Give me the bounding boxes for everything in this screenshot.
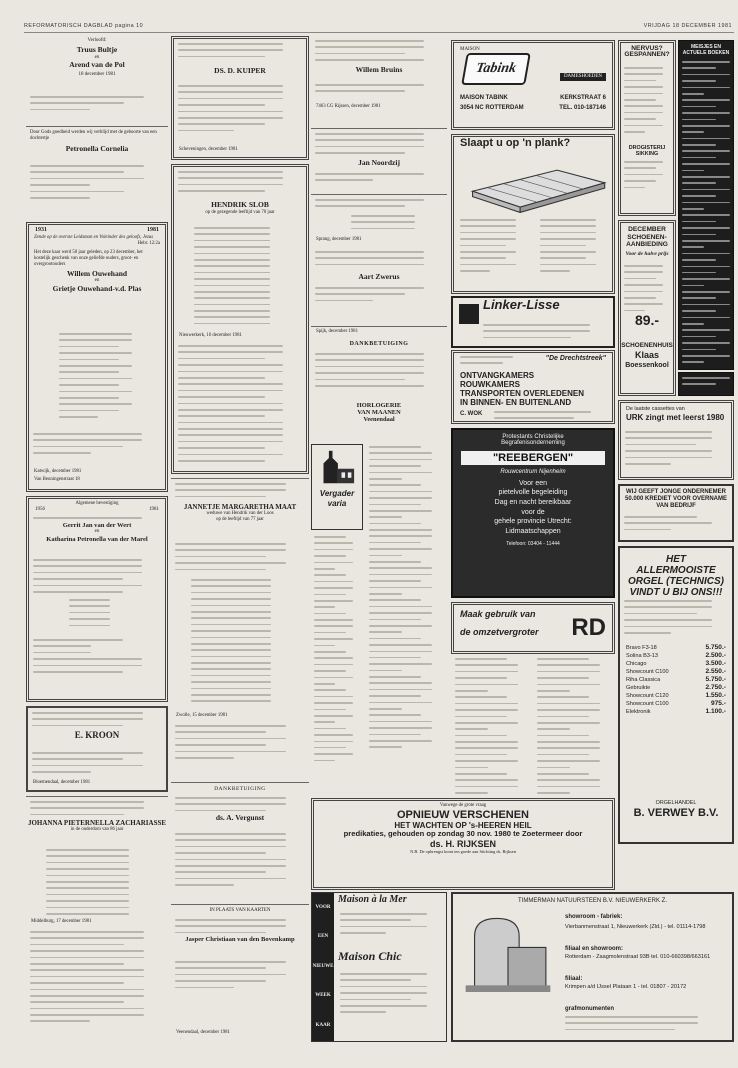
ad-vrede-krediet [618,484,734,542]
drechtstreek-line2: ROUWKAMERS [460,380,520,389]
ad-bruins [311,36,447,126]
mattress-illustration [462,159,610,213]
ad-urk-cassettes [618,400,734,480]
kroon-place: Bloemendaal, december 1981 [33,779,91,785]
drechtstreek-brand: "De Drechtstreek" [545,355,606,362]
jubilee-year-end: 1981 [149,507,159,513]
zwerus-name: Aart Zwerus [358,272,400,281]
opnieuw-kicker: Vanwege de grote vraag [439,803,487,808]
orgel-price-name: Showcount C100 [626,669,669,675]
reebergen-logo: "REEBERGEN" [461,451,605,465]
nervus-title: NERVUS? [631,45,663,52]
rd-logo: RD [571,614,606,641]
timmerman-filiaal2: filiaal: [565,976,583,982]
tabink-addr1: MAISON TABINK [460,95,508,101]
tabink-tel: TEL. 010-187146 [559,105,606,111]
anniversary-name1: Willem Ouwehand [66,268,128,278]
ad-nervus [618,40,676,216]
kuiper-place: Scheveningen, december 1981 [179,146,238,152]
ad-noordzij [311,128,447,192]
reebergen-l6: Lidmaatschappen [505,528,561,536]
ad-maat [171,478,309,778]
reebergen-sub: Rouwcentrum Nijenheim [500,468,566,475]
dankbetuiging-title: DANKBETUIGING [349,341,409,347]
bovenkamp-name: Jasper Christiaan van den Bovenkamp [185,936,295,944]
orgel-title4: VINDT U BIJ ONS!!! [629,587,723,598]
ad-dankbetuiging-3 [311,326,447,396]
anniversary-and: en [94,278,100,284]
ad-zwerus [311,194,447,324]
orgel-price-name: Bravo F3-18 [626,645,657,651]
tabink-maison: MAISON [460,47,480,52]
maat-place: Zwolle, 15 december 1981 [176,713,228,718]
anniversary-bible-ref: Hebr. 12:2a [137,241,160,247]
december-shop1: SCHOENENHUIS [621,342,673,349]
reebergen-l1: Voor een [518,480,548,488]
orgel-price-name: Solina B3-13 [626,653,659,659]
orgel-price-value: 1.100.- [705,708,726,715]
ad-slaapt-plank [451,134,615,294]
anniversary-intro: Het deze kaar werd 50 jaar geleden, op 23 december, het kostelijk geschenk van onze geliefde ouders, groot- en overgrootouders [34,249,143,267]
nervus-shop: DROGISTERIJ SIKKING [628,145,666,158]
nervus-sub: GESPANNEN? [624,51,670,59]
orgel-price-row [620,684,732,692]
drechtstreek-line1: ONTVANGKAMERS [460,371,535,380]
december-shop2: Klaas [634,350,660,360]
birth-intro: Door Gods goedheid werden wij verblijd met de geboorte van een dochtertje [30,130,157,141]
slob-name: HENDRIK SLOB [211,200,269,209]
orgel-price-row [620,700,732,708]
ad-maison-chic [311,892,447,1042]
drechtstreek-line3: TRANSPORTEN OVERLEDENEN [460,389,585,398]
church-listing-col4 [451,656,615,796]
orgel-company: B. VERWEY B.V. [633,807,719,819]
engagement-name2: Arend van de Pol [69,60,125,70]
orgel-price-list [620,644,732,716]
maison-a-la-mer-logo: Maison à la Mer [338,894,407,905]
jubilee-year-start: 1956 [35,507,45,513]
orgel-price-value: 5.750.- [705,676,726,683]
orgel-price-value: 3.500.- [705,660,726,667]
tabink-addr3: 3054 NC ROTTERDAM [460,105,524,111]
orgel-price-row [620,660,732,668]
december-title2: SCHOENEN- [627,233,667,241]
maat-name: JANNETJE MARGARETHA MAAT [183,503,297,511]
opnieuw-sub: predikaties, gehouden op zondag 30 nov. 1980 te Zoetermeer door [343,829,583,839]
kinder-title: MEISJES EN ACTUELE BOEKEN [682,44,730,56]
timmerman-filiaal1: filiaal en showroom: [565,946,624,952]
maat-age: op de leeftijd van 77 jaar [216,517,264,523]
newspaper-header-right: VRIJDAG 18 DECEMBER 1981 [643,23,732,29]
bruins-name: Willem Bruins [355,65,403,74]
orgel-price-value: 975.- [710,700,726,707]
maison-chic-logo: Maison Chic [338,949,402,963]
orgel-price-name: Showcount C100 [626,701,669,707]
drechtstreek-owner: C. WOK [460,411,483,417]
ad-engagement [26,36,168,124]
orgel-price-name: Showcount C120 [626,693,669,699]
ad-december-schoenen [618,220,676,396]
ad-vergader-varia [311,444,363,530]
vrede-sub: 50.000 KREDIET VOOR OVERNAME VAN BEDRIJF [624,496,728,509]
ad-timmerman [451,892,734,1042]
maisonchic-side-0: VOOR [315,904,331,910]
jubilee-title: Algemene bevestiging [75,501,119,506]
ad-opnieuw-verschenen [311,798,615,890]
varia-logo: varia [327,499,347,508]
ad-verwey-orgels [618,546,734,844]
opnieuw-title: HET WACHTEN OP 's-HEEREN HEIL [394,821,532,831]
church-services-listing-2 [311,534,363,794]
orgel-price-row [620,676,732,684]
orgel-title3: ORGEL (TECHNICS) [628,576,724,587]
urk-headline: URK zingt met leerst 1980 [626,413,725,423]
slob-age: op de gezegende leeftijd van 70 jaar [205,209,275,215]
engagement-and: en [94,54,100,60]
timmerman-showroom: showroom - fabriek: [565,914,623,920]
orgel-title1: HET [666,554,686,565]
bovenkamp-place: Veenendaal, december 1981 [176,1029,230,1035]
vrede-title: WIJ GEEFT JONGE ONDERNEMER [625,489,726,495]
page-footer-mark: · [180,1037,182,1042]
zachariasse-place: Middelburg, 17 december 1981 [31,919,92,924]
ad-zachariasse [26,796,168,1044]
church-services-listing [365,444,447,794]
tabink-addr2: KERKSTRAAT 6 [560,95,606,101]
ad-horlogerie [311,398,447,442]
ad-kuiper [171,36,309,160]
december-shop3: Boessenkool [625,362,669,369]
orgel-price-name: Riha Classica [626,677,661,683]
orgel-price-row [620,708,732,716]
bruins-place: 7463 CG Rijssen, december 1981 [316,104,381,109]
maisonchic-side-3: WEEK [315,993,331,999]
maisonchic-side-1: EEN [317,934,329,940]
maisonchic-side-2: NIEUWE [312,963,334,969]
orgel-price-row [620,692,732,700]
ad-linker-lisse [451,296,615,348]
newspaper-header-left: REFORMATORISCH DAGBLAD pagina 10 [24,23,144,29]
rd-pre: Maak gebruik van [460,609,536,619]
orgel-title2: ALLERMOOISTE [636,565,716,576]
orgel-brand: ORGELHANDEL [655,800,697,806]
maat-subtitle: weduwe van Hendrik van der Loos [206,511,274,516]
orgel-price-value: 2.750.- [705,684,726,691]
slob-place: Nieuwerkerk, 16 december 1981 [179,333,242,338]
orgel-price-value: 2.550.- [705,668,726,675]
anniversary-address: Van Beuningenstraat 18 [34,476,80,482]
reebergen-l4: voor de [521,509,545,517]
horlogerie-name: VAN MAANEN [357,409,401,416]
ad-rd-omzetvergroter [451,602,615,654]
ad-slob [171,164,309,474]
anniversary-quote: Zende op de overste Leidsman en Voleinder des geloofs, Jezus [34,235,154,241]
engagement-date: 18 december 1981 [78,71,116,77]
orgel-price-name: Elektronik [626,709,651,715]
ad-tabink [451,40,615,130]
zachariasse-name: JOHANNA PIETERNELLA ZACHARIASSE [27,819,167,827]
horlogerie-city: Veenendaal [363,416,395,423]
rd-mid: de omzetvergroter [460,627,539,637]
linker-logo: Linker-Lisse [483,297,560,312]
reebergen-l5: gehele provincie Utrecht: [494,518,572,526]
anniversary-name2: Grietje Ouwehand-v.d. Plas [52,283,142,293]
gravestone-illustration [463,914,553,992]
ad-bovenkamp [171,904,309,1044]
ad-drechtstreek [451,350,615,424]
timmerman-filiaal2-addr: Krimpen a/d IJssel Plataan 1 - tel. 01807 - 20172 [565,984,687,990]
reebergen-tel: Telefoon: 03404 - 11444 [506,541,560,548]
orgel-price-value: 5.750.- [705,644,726,651]
bovenkamp-title: IN PLAATS VAN KAARTEN [209,908,271,913]
anniversary-place: Katwijk, december 1981 [34,468,82,474]
noordzij-name: Jan Noordzij [358,158,400,167]
timmerman-addr: Vierbanmenstraat 1, Nieuwerkerk (Zld.) - tel. 01114-1798 [565,924,706,930]
ad-vergunst [171,782,309,900]
anniversary-year-start: 1931 [35,227,47,233]
orgel-price-row [620,652,732,660]
december-sub: Voor de halve prijs [625,250,669,257]
urk-kicker: De laatste cassettes van [626,406,685,412]
plank-headline: Slaapt u op 'n plank? [460,137,571,149]
orgel-price-value: 2.500.- [705,652,726,659]
opnieuw-author: ds. H. RIJKSEN [429,839,496,849]
maisonchic-side-4: KAAR [315,1022,331,1028]
december-title3: AANBIEDING [626,241,668,249]
reebergen-top1: Protestants Christelijke [502,434,564,440]
ad-wedding-jubilee [26,496,168,702]
tabink-tag: DAMESHOEDEN [560,73,606,81]
anniversary-year-end: 1981 [147,227,159,233]
opnieuw-footnote: N.B. De opbrengst komt ten goede aan Stichting ds. Rijksen [410,849,516,854]
orgel-price-name: Chicago [626,661,647,667]
december-title: DECEMBER [628,226,666,233]
jubilee-name2: Katharina Petronella van der Marel [46,535,148,543]
orgel-price-row [620,668,732,676]
engagement-label: Verloofd: [87,38,107,43]
horlogerie-title: HORLOGERIE [356,402,402,409]
reebergen-l3: Dag en nacht bereikbaar [494,499,572,507]
opnieuw-headline: OPNIEUW VERSCHENEN [396,809,530,822]
orgel-price-name: Gebruikte [626,685,651,691]
orgel-price-row [620,644,732,652]
vergader-logo: Vergader [319,489,355,498]
noordzij-place: Sprang, december 1981 [316,237,362,242]
tabink-logo: Tabink [474,60,518,76]
page-header [24,22,734,33]
december-price: 89.- [634,312,660,328]
jubilee-and: en [94,529,100,535]
ad-kroon [26,706,168,792]
drechtstreek-line4: IN BINNEN- EN BUITENLAND [460,398,572,407]
reebergen-l2: pietelvolle begeleiding [498,489,568,497]
timmerman-title: TIMMERMAN NATUURSTEEN B.V. NIEUWERKERK Z. [517,898,667,904]
reebergen-top2: Begrafenisonderneming [501,440,565,447]
orgel-price-value: 1.550.- [705,692,726,699]
kroon-name: E. KROON [74,730,120,740]
birth-name: Petronella Cornelia [65,144,129,153]
vergunst-title: DANKBETUIGING [214,786,266,792]
timmerman-filiaal1-addr: Rotterdam - Zaagmolenstraat 93B tel. 010-660398/663161 [565,954,711,960]
ad-reebergen [451,428,615,598]
jubilee-name1: Gerrit Jan van der Wert [62,521,132,529]
ad-kinderboeken [678,40,734,370]
zachariasse-age: in de ouderdom van 86 jaar [70,827,124,832]
kuiper-name: DS. D. KUIPER [214,66,266,75]
engagement-name1: Truus Bultje [76,45,118,55]
ad-kinder-footer [678,372,734,396]
zwerus-place: Spijk, december 1981 [316,329,358,334]
ad-birth [26,126,168,218]
church-icon [314,449,360,485]
ad-anniversary-ouwehand [26,222,168,492]
timmerman-grafmonumenten: grafmonumenten [565,1006,615,1012]
vergunst-name: ds. A. Vergunst [215,813,265,823]
